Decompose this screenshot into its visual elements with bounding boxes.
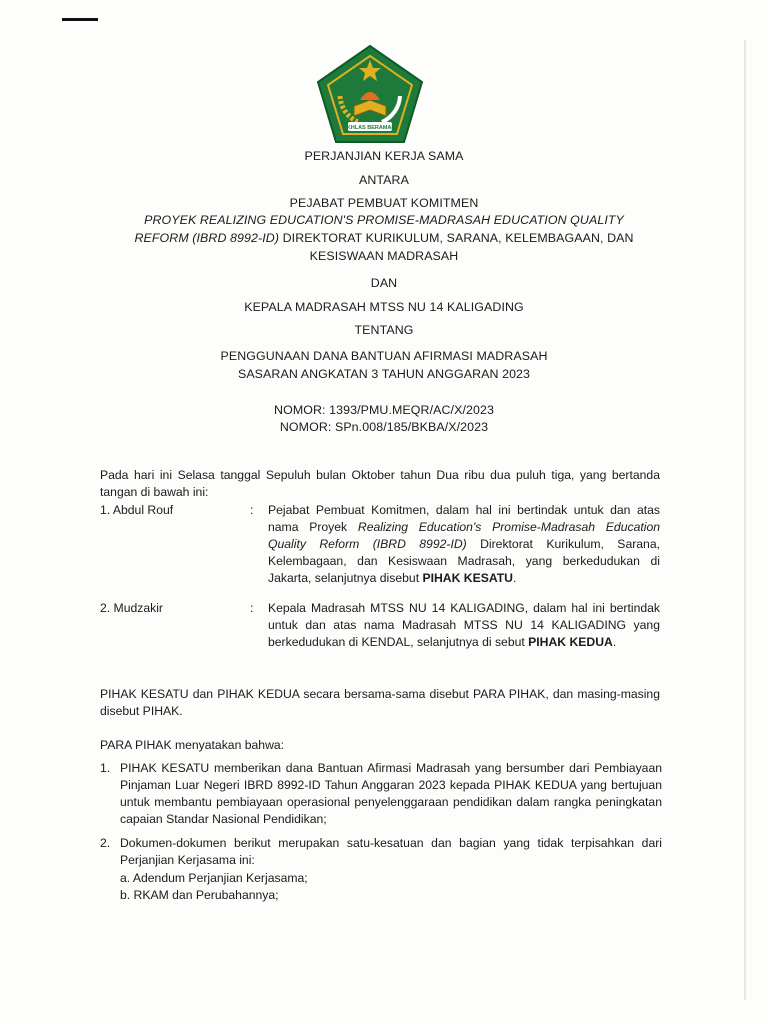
subject-line1: PENGGUNAAN DANA BANTUAN AFIRMASI MADRASAH xyxy=(220,349,548,363)
para-pihak-paragraph: PIHAK KESATU dan PIHAK KEDUA secara bersama-sama disebut PARA PIHAK, dan masing-masing disebut PIHAK. xyxy=(100,687,660,718)
party-name: 1. Abdul Rouf xyxy=(100,503,174,517)
between-label: ANTARA xyxy=(359,173,409,187)
party1-title-line4: KESISWAAN MADRASAH xyxy=(309,249,459,263)
party-description: Pejabat Pembuat Komitmen, dalam hal ini bertindak untuk dan atas nama Proyek Realizing Education's Promise-Madrasah Education Quality Reform (IBRD 8992-ID) Direktorat Kurikulum, Sarana, Kelembagaan, dan Kesiswaan Madrasah, yang berkedudukan di Jakarta, selanjutnya disebut PIHAK KESATU. xyxy=(268,503,660,585)
party-name: 2. Mudzakir xyxy=(100,601,163,615)
list-number: 2. xyxy=(100,836,111,850)
about-label: TENTANG xyxy=(354,323,414,337)
list-text: PIHAK KESATU memberikan dana Bantuan Afirmasi Madrasah yang bersumber dari Pembiayaan Pinjaman Luar Negeri IBRD 8992-ID Tahun Anggaran 2023 kepada PIHAK KEDUA yang bertujuan untuk membantu pembiayaan operasional penyelenggaraan pendidikan dalam rangka peningkatan capaian Standar Nasional Pendidikan; xyxy=(120,761,662,826)
sub-list-item: b. RKAM dan Perubahannya; xyxy=(120,888,279,902)
ministry-emblem-logo xyxy=(314,44,426,144)
statement-paragraph: PARA PIHAK menyatakan bahwa: xyxy=(100,738,285,752)
party1-title-line1: PEJABAT PEMBUAT KOMITMEN xyxy=(289,196,479,210)
party-colon: : xyxy=(250,503,254,517)
party2-title: KEPALA MADRASAH MTSS NU 14 KALIGADING xyxy=(244,300,524,314)
list-text: Dokumen-dokumen berikut merupakan satu-kesatuan dan bagian yang tidak terpisahkan dari Perjanjian Kerjasama ini: xyxy=(120,836,662,867)
list-number: 1. xyxy=(100,761,111,775)
scan-mark xyxy=(62,18,98,21)
party1-title-line3: REFORM (IBRD 8992-ID) DIREKTORAT KURIKULUM, SARANA, KELEMBAGAAN, DAN xyxy=(134,231,634,245)
logo-banner-text: IKHLAS BERAMAL xyxy=(345,125,395,131)
party-description: Kepala Madrasah MTSS NU 14 KALIGADING, dalam hal ini bertindak untuk dan atas nama Madrasah MTSS NU 14 KALIGADING yang berkedudukan di KENDAL, selanjutnya di sebut PIHAK KEDUA. xyxy=(268,601,660,649)
and-label: DAN xyxy=(370,276,398,290)
document-title: PERJANJIAN KERJA SAMA xyxy=(304,149,464,163)
party-colon: : xyxy=(250,601,254,615)
document-number-2: NOMOR: SPn.008/185/BKBA/X/2023 xyxy=(279,420,489,434)
party1-title-line2: PROYEK REALIZING EDUCATION'S PROMISE-MADRASAH EDUCATION QUALITY xyxy=(144,213,624,227)
sub-list-item: a. Adendum Perjanjian Kerjasama; xyxy=(120,871,308,885)
subject-line2: SASARAN ANGKATAN 3 TAHUN ANGGARAN 2023 xyxy=(237,367,531,381)
intro-paragraph: Pada hari ini Selasa tanggal Sepuluh bulan Oktober tahun Dua ribu dua puluh tiga, yang bertanda tangan di bawah ini: xyxy=(100,468,660,499)
document-number-1: NOMOR: 1393/PMU.MEQR/AC/X/2023 xyxy=(274,403,494,417)
